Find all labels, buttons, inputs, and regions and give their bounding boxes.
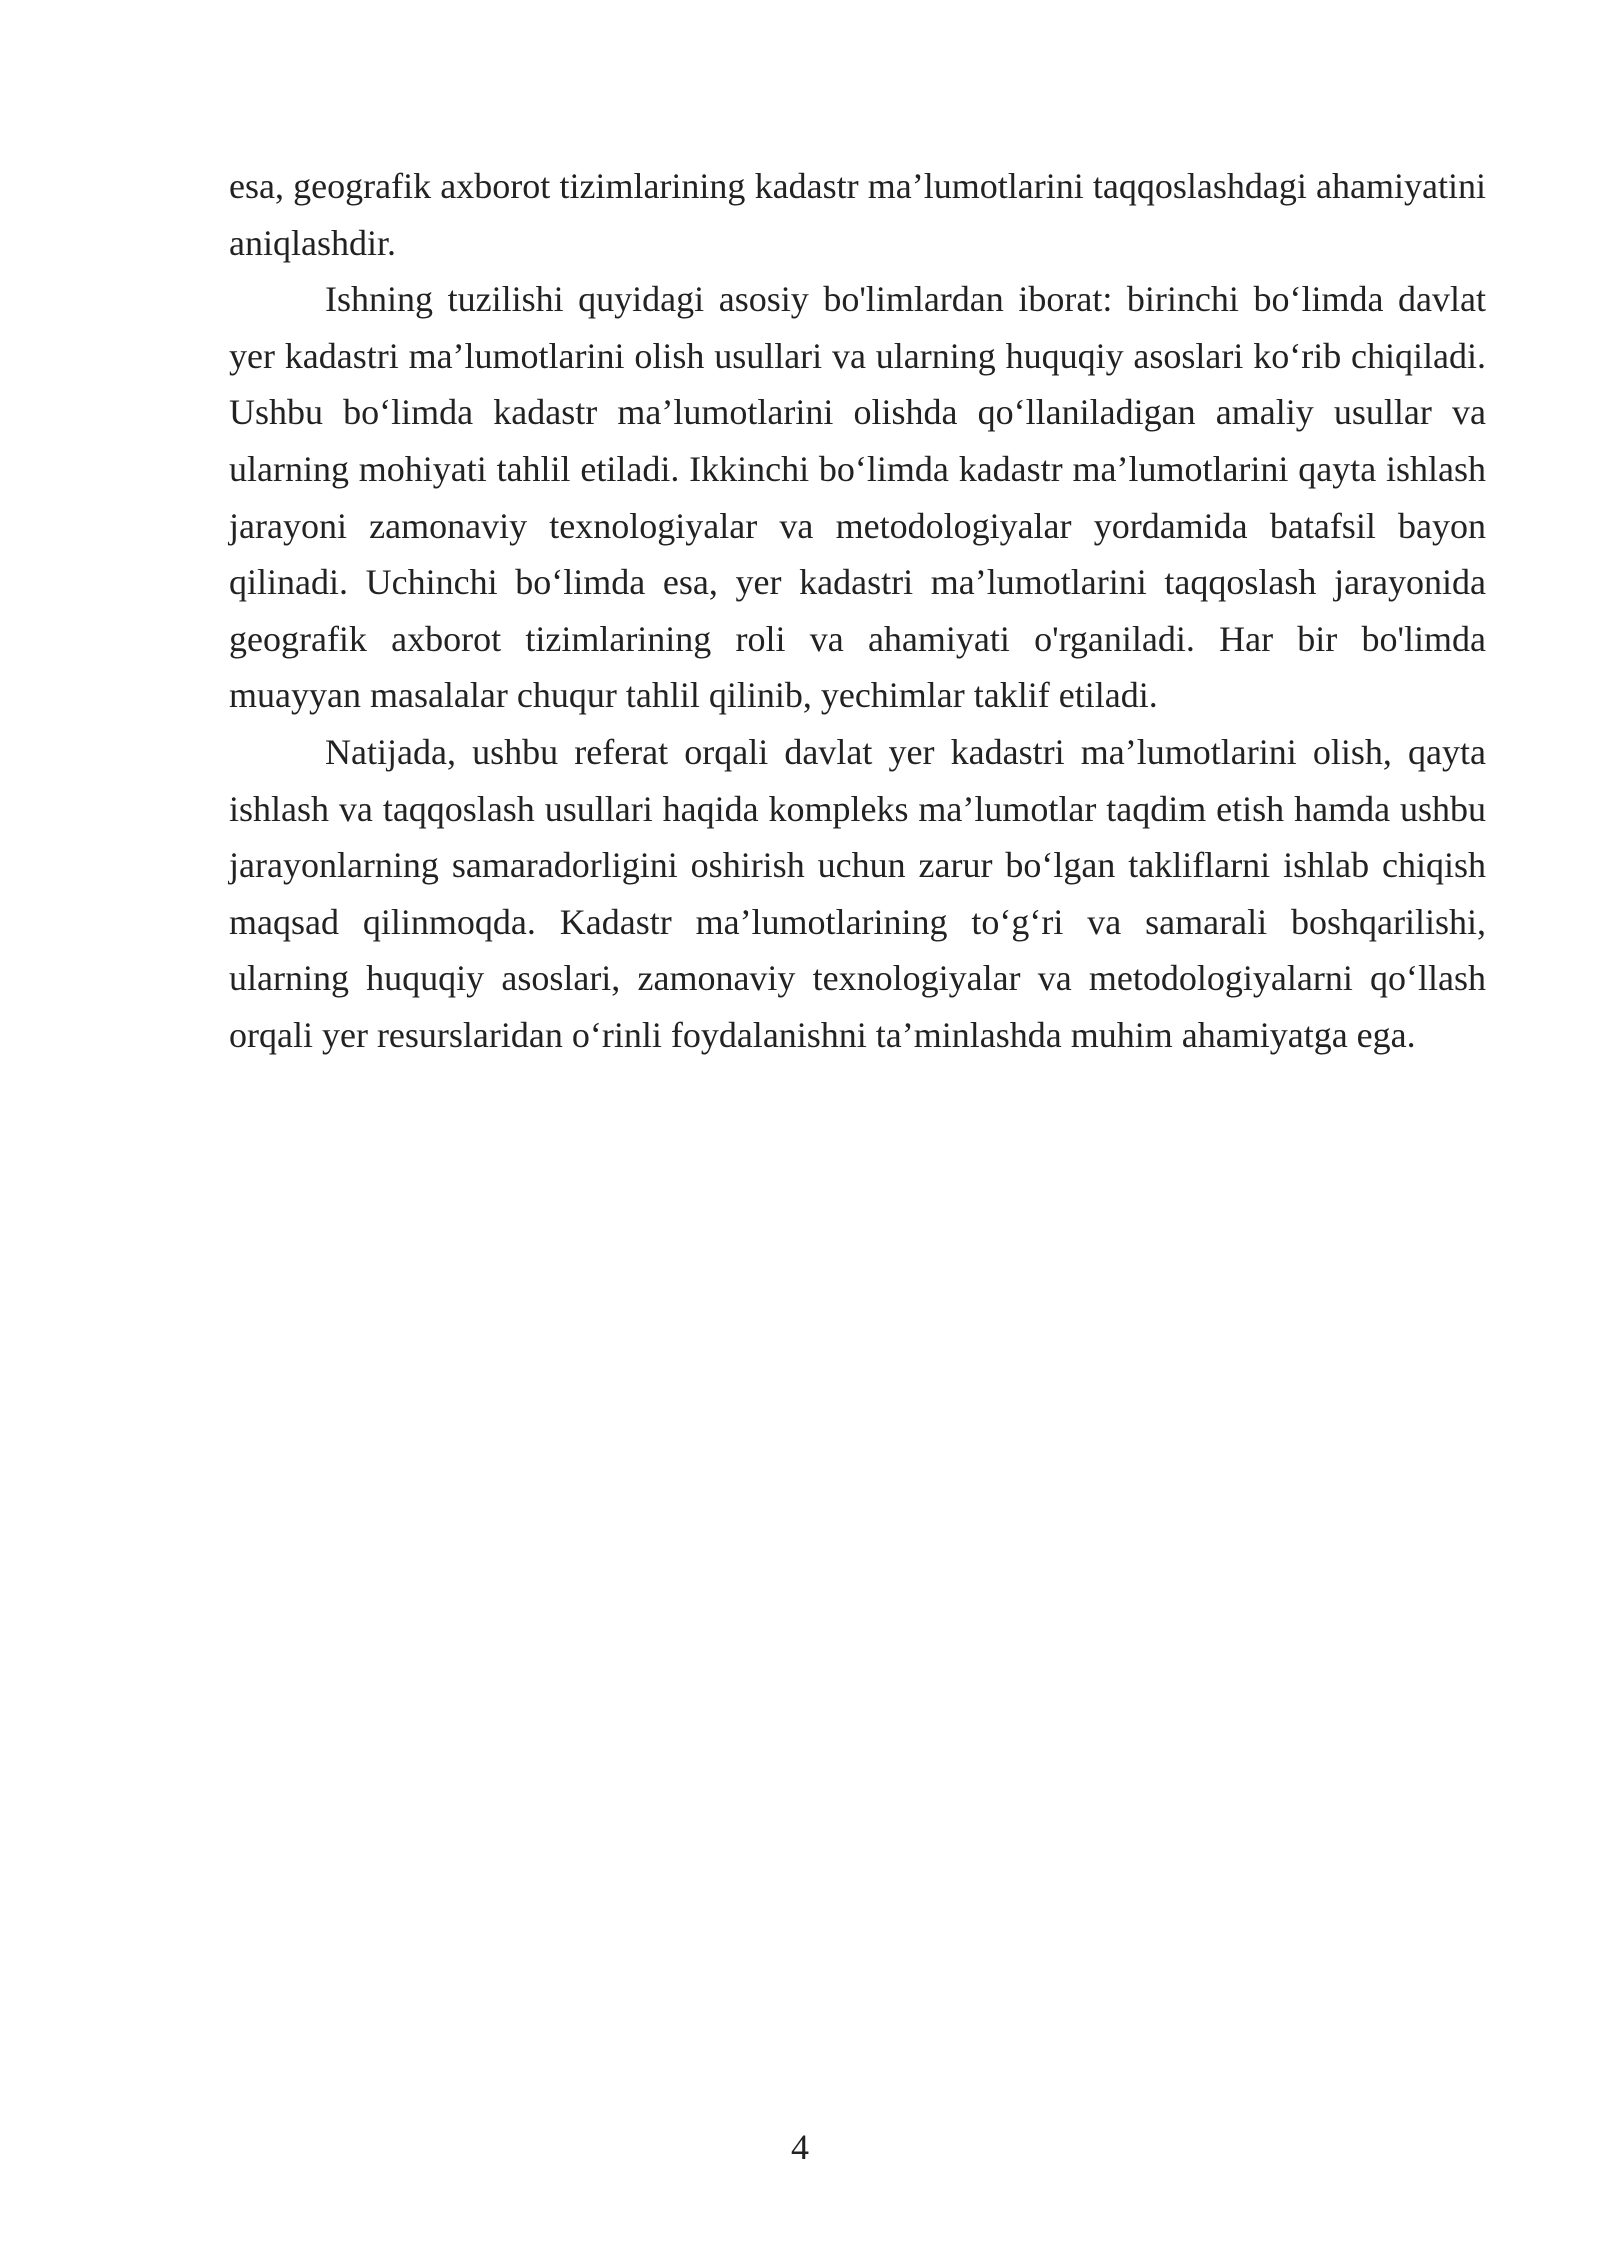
page-number: 4 [791, 2127, 809, 2167]
paragraph-conclusion: Natijada, ushbu referat orqali davlat yer kadastri ma’lumotlarini olish, qayta ishlash va taqqoslash usullari haqida kompleks ma’lumotlar taqdim etish hamda ushbu jarayonlarning samaradorligini oshirish uchun zarur bo‘lgan takliflarni ishlab chiqish maqsad qilinmoqda. Kadastr ma’lumotlarining to‘g‘ri va samarali boshqarilishi, ularning huquqiy asoslari, zamonaviy texnologiyalar va metodologiyalarni qo‘llash orqali yer resurslaridan o‘rinli foydalanishni ta’minlashda muhim ahamiyatga ega. [229, 731, 1486, 1055]
paragraph-continuation: esa, geografik axborot tizimlarining kadastr ma’lumotlarini taqqoslashdagi ahamiyatini aniqlashdir. [229, 166, 1486, 263]
paragraph-structure: Ishning tuzilishi quyidagi asosiy bo'limlardan iborat: birinchi bo‘limda davlat yer kadastri ma’lumotlarini olish usullari va ularning huquqiy asoslari ko‘rib chiqiladi. Ushbu bo‘limda kadastr ma’lumotlarini olishda qo‘llaniladigan amaliy usullar va ularning mohiyati tahlil etiladi. Ikkinchi bo‘limda kadastr ma’lumotlarini qayta ishlash jarayoni zamonaviy texnologiyalar va metodologiyalar yordamida batafsil bayon qilinadi. Uchinchi bo‘limda esa, yer kadastri ma’lumotlarini taqqoslash jarayonida geografik axborot tizimlarining roli va ahamiyati o'rganiladi. Har bir bo'limda muayyan masalalar chuqur tahlil qilinib, yechimlar taklif etiladi. [229, 279, 1486, 716]
body-text [229, 158, 1486, 1064]
